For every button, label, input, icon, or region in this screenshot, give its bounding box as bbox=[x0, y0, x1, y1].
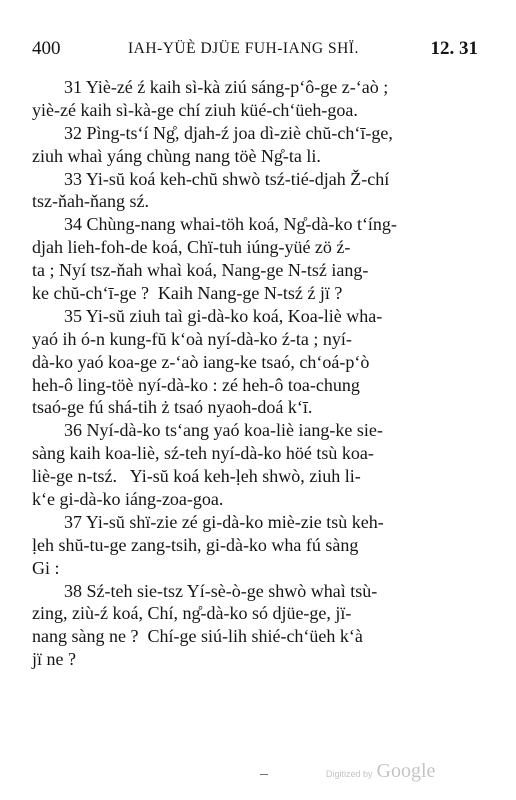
running-title: IAH-YÜÈ DJÜE FUH-IANG SHÏ. bbox=[128, 40, 359, 57]
verse-first-line: 35 Yi-sŭ ziuh taì gi-dà-ko koá, Koa-liè wha- bbox=[64, 305, 383, 326]
text-line: heh-ô ling-töè nyí-dà-ko : zé heh-ô toa-chung bbox=[32, 374, 360, 395]
verse-first-line: 33 Yi-sŭ koá keh-chŭ shwò tsź-tié-djah Ž-chí bbox=[64, 168, 390, 189]
watermark-prefix: Digitized by bbox=[326, 769, 373, 779]
text-line: jï ne ? bbox=[32, 649, 76, 670]
text-line: yaó ih ó-n kung-fŭ k‘oà nyí-dà-ko ź-ta ; nyí- bbox=[32, 328, 352, 349]
text-line: k‘e gi-dà-ko iáng-zoa-goa. bbox=[32, 489, 224, 510]
verse-first-line: 34 Chùng-nang whai-töh koá, Ng̊-dà-ko t‘íng- bbox=[64, 214, 397, 235]
google-logo: Google bbox=[376, 760, 436, 782]
text-line: djah lieh-foh-de koá, Chï-tuh iúng-yüé zö ź- bbox=[32, 237, 351, 258]
text-line: ḷeh shŭ-tu-ge zang-tsih, gi-dà-ko wha fú sàng bbox=[32, 534, 359, 555]
text-line: nang sàng ne ? Chí-ge siú-lih shié-ch‘üeh k‘à bbox=[32, 626, 363, 647]
verse-first-line: 31 Yiè-zé ź kaih sì-kà ziú sáng-p‘ô-ge z-‘aò ; bbox=[64, 77, 389, 97]
verse-first-line: 37 Yi-sŭ shï-zie zé gi-dà-ko miè-zie tsù keh- bbox=[64, 511, 384, 532]
verse-first-line: 32 Pìng-ts‘í Ng̊, djah-ź joa dì-ziè chŭ-ch‘ī-ge, bbox=[64, 122, 393, 143]
page-body-text bbox=[32, 76, 478, 671]
text-line: tsz-ňah-ňang sź. bbox=[32, 191, 149, 212]
text-line: yiè-zé kaih sì-kà-ge chí ziuh küé-ch‘üeh-goa. bbox=[32, 99, 358, 120]
chapter-verse-reference: 12. 31 bbox=[430, 38, 478, 59]
text-line: tsaó-ge fú shá-tih ż tsaó nyaoh-doá k‘ī. bbox=[32, 397, 313, 418]
text-line: ziuh whaì yáng chùng nang töè Ng̊-ta li. bbox=[32, 145, 321, 166]
text-line: sàng kaih koa-liè, sź-teh nyí-dà-ko höé tsù koa- bbox=[32, 443, 374, 464]
digitization-watermark bbox=[326, 760, 435, 783]
footer-dash bbox=[260, 774, 268, 775]
verse-first-line: 36 Nyí-dà-ko ts‘ang yaó koa-liè iang-ke sie- bbox=[64, 420, 383, 441]
text-line: dà-ko yaó koa-ge z-‘aò iang-ke tsaó, ch‘oá-p‘ò bbox=[32, 351, 370, 372]
running-header bbox=[32, 38, 478, 62]
text-line: ta ; Nyí tsz-ňah whaì koá, Nang-ge N-tsź iang- bbox=[32, 260, 369, 281]
verse-first-line: 38 Sź-teh sie-tsz Yí-sè-ò-ge shwò whaì tsù- bbox=[64, 580, 378, 601]
text-line: ke chŭ-ch‘ī-ge ? Kaih Nang-ge N-tsź ź jï ? bbox=[32, 283, 343, 304]
text-line: zing, ziù-ź koá, Chí, ng̊-dà-ko só djüe-ge, jï- bbox=[32, 603, 352, 624]
text-line: Gi : bbox=[32, 557, 60, 578]
page-number: 400 bbox=[32, 38, 61, 59]
text-line: liè-ge n-tsź. Yi-sŭ koá keh-ḷeh shwò, ziuh li- bbox=[32, 466, 361, 487]
